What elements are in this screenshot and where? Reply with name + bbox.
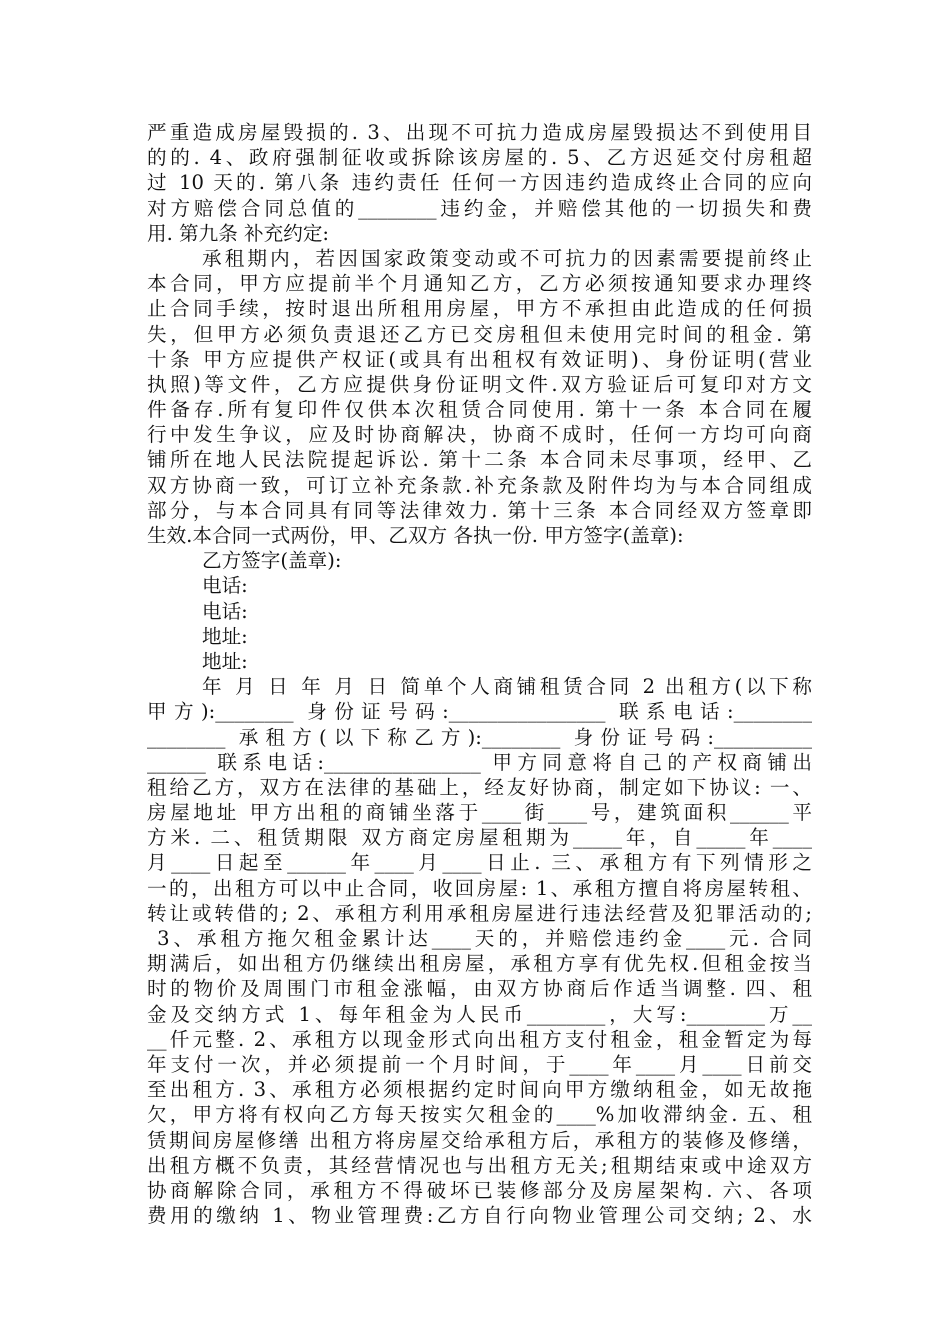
text-line: 年 月 日 年 月 日 简单个人商铺租赁合同 2 出租方(以下称 (202, 675, 812, 699)
text-line: 行中发生争议，应及时协商解决，协商不成时，任何一方均可向商 (147, 423, 812, 447)
text-line: 件备存.所有复印件仅供本次租赁合同使用. 第十一条 本合同在履 (147, 398, 812, 422)
text-line: 欠，甲方将有权向乙方每天按实欠租金的____%加收滞纳金. 五、租 (147, 1103, 812, 1127)
text-line: 时的物价及周围门市租金涨幅，由双方协商后作适当调整. 四、租 (147, 977, 812, 1001)
text-line: 过 10 天的. 第八条 违约责任 任何一方因违约造成终止合同的应向 (147, 171, 812, 195)
text-line: 3、承租方拖欠租金累计达____天的，并赔偿违约金____元. 合同 (147, 927, 812, 950)
text-line: 止合同手续，按时退出所租用房屋，甲方不承担由此造成的任何损 (147, 297, 812, 321)
text-line: 失，但甲方必须负责退还乙方已交房租但未使用完时间的租金. 第 (147, 322, 812, 346)
text-line: 年支付一次，并必须提前一个月时间，于____年____月____日前交 (147, 1052, 812, 1076)
text-line: 铺所在地人民法院提起诉讼. 第十二条 本合同未尽事项，经甲、乙 (147, 448, 812, 472)
text-line: 金及交纳方式 1、每年租金为人民币________，大写:________万__ (147, 1002, 812, 1026)
address-line: 地址: (202, 624, 248, 648)
text-line: __仟元整. 2、承租方以现金形式向出租方支付租金，租金暂定为每 (147, 1027, 812, 1051)
text-line: 方米. 二、租赁期限 双方商定房屋租期为_____年，自_____年____ (147, 826, 812, 850)
text-line: 甲方):________ 身份证号码:________________ 联系电话:________ (147, 700, 812, 724)
text-line: 的的. 4、政府强制征收或拆除该房屋的. 5、乙方迟延交付房租超 (147, 146, 812, 170)
text-line: 部分，与本合同具有同等法律效力. 第十三条 本合同经双方签章即 (147, 498, 812, 522)
text-line: 严重造成房屋毁损的. 3、出现不可抗力造成房屋毁损达不到使用目 (147, 121, 812, 144)
text-line: 房屋地址 甲方出租的商铺坐落于____街____号，建筑面积______平 (147, 801, 812, 825)
text-line: 承租期内，若因国家政策变动或不可抗力的因素需要提前终止 (202, 246, 812, 270)
text-line: 赁期间房屋修缮 出租方将房屋交给承租方后，承租方的装修及修缮， (147, 1128, 812, 1152)
text-line: 本合同，甲方应提前半个月通知乙方，乙方必须按通知要求办理终 (147, 272, 812, 296)
text-line: 用. 第九条 补充约定: (147, 221, 330, 245)
phone-line: 电话: (202, 599, 248, 623)
text-line: 租给乙方，双方在法律的基础上，经友好协商，制定如下协议: 一、 (147, 775, 812, 799)
text-line: 对方赔偿合同总值的________违约金，并赔偿其他的一切损失和费 (147, 196, 812, 220)
text-line: 十条 甲方应提供产权证(或具有出租权有效证明)、身份证明(营业 (147, 347, 812, 371)
text-line: 生效.本合同一式两份，甲、乙双方 各执一份. 甲方签字(盖章): (147, 524, 684, 547)
text-line: 费用的缴纳 1、物业管理费:乙方自行向物业管理公司交纳; 2、水 (147, 1204, 812, 1228)
text-line: 双方协商一致，可订立补充条款.补充条款及附件均为与本合同组成 (147, 473, 812, 497)
text-line: 执照)等文件，乙方应提供身份证明文件.双方验证后可复印对方文 (147, 372, 812, 396)
text-line: 一的，出租方可以中止合同，收回房屋: 1、承租方擅自将房屋转租、 (147, 876, 812, 900)
text-line: 至出租方. 3、承租方必须根据约定时间向甲方缴纳租金，如无故拖 (147, 1078, 812, 1102)
text-line: ______ 联系电话:________________ 甲方同意将自己的产权商铺出 (147, 750, 812, 774)
phone-line: 电话: (202, 574, 248, 598)
address-line: 地址: (202, 649, 248, 673)
text-line: 月____日起至______年____月____日止. 三、承租方有下列情形之 (147, 851, 812, 875)
text-line: 期满后，如出租方仍继续出租房屋，承租方享有优先权.但租金按当 (147, 952, 812, 976)
text-line: 协商解除合同，承租方不得破坏已装修部分及房屋架构. 六、各项 (147, 1178, 812, 1202)
text-line: 转让或转借的; 2、承租方利用承租房屋进行违法经营及犯罪活动的; (147, 901, 812, 925)
document-body (147, 120, 812, 1228)
signature-line: 乙方签字(盖章): (202, 549, 342, 573)
text-line: ________ 承租方(以下称乙方):________ 身份证号码:__________ (147, 725, 812, 749)
text-line: 出租方概不负责，其经营情况也与出租方无关;租期结束或中途双方 (147, 1153, 812, 1177)
